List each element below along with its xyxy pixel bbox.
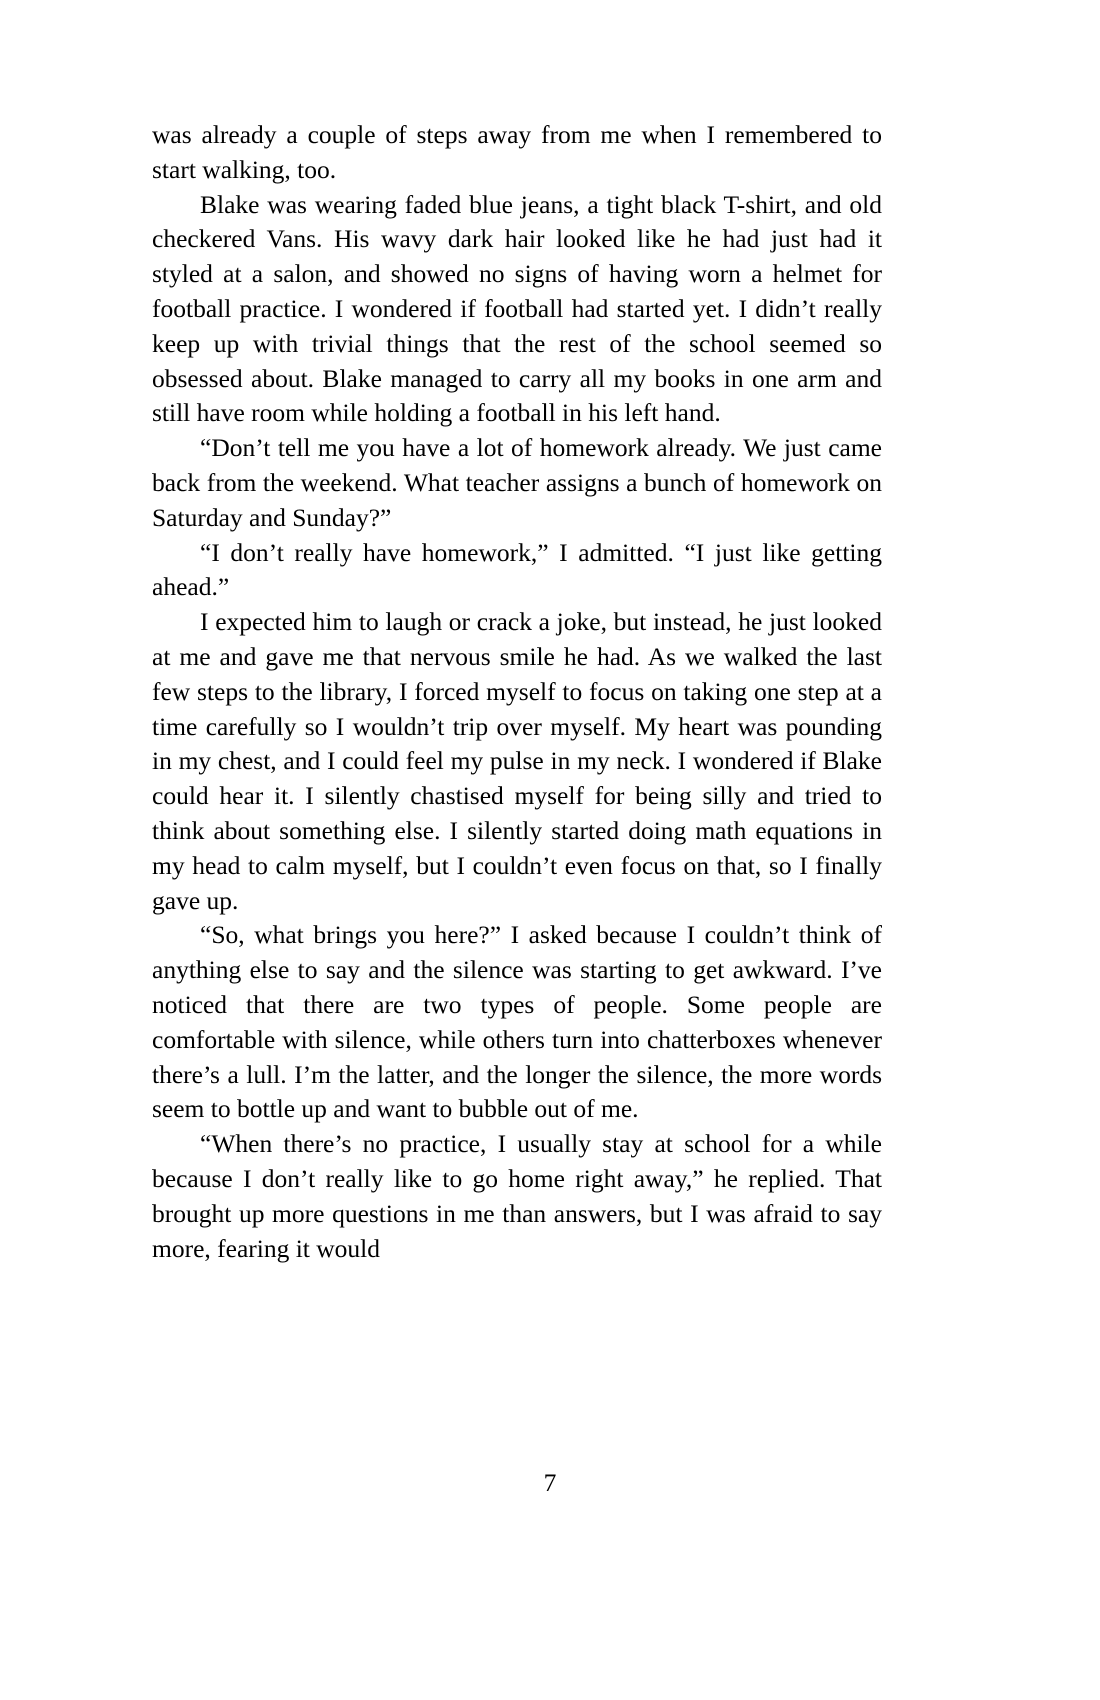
paragraph-continuation: was already a couple of steps away from me when I remembered to start walking, too. bbox=[152, 120, 882, 184]
paragraph-dialogue-homework: “Don’t tell me you have a lot of homework already. We just came back from the weekend. What teacher assigns a bunch of homework on Saturday and Sunday?” bbox=[152, 433, 882, 532]
page-number: 7 bbox=[543, 1468, 557, 1497]
paragraph-expected-laugh: I expected him to laugh or crack a joke, but instead, he just looked at me and gave me that nervous smile he had. As we walked the last few steps to the library, I forced myself to focus on taking one step at a time carefully so I wouldn’t trip over myself. My heart was pounding in my chest, and I could feel my pulse in my neck. I wondered if Blake could hear it. I silently chastised myself for being silly and tried to think about something else. I silently started doing math equations in my head to calm myself, but I couldn’t even focus on that, so I finally gave up. bbox=[152, 607, 882, 915]
paragraph-blake-description: Blake was wearing faded blue jeans, a tight black T-shirt, and old checkered Vans. His wavy dark hair looked like he had just had it styled at a salon, and showed no signs of having worn a helmet for football practice. I wondered if football had started yet. I didn’t really keep up with trivial things that the rest of the school seemed so obsessed about. Blake managed to carry all my books in one arm and still have room while holding a football in his left hand. bbox=[152, 189, 882, 428]
paragraph-dialogue-admitted: “I don’t really have homework,” I admitted. “I just like getting ahead.” bbox=[152, 537, 882, 602]
paragraph-dialogue-no-practice: “When there’s no practice, I usually stay at school for a while because I don’t really like to go home right away,” he replied. That brought up more questions in me than answers, but I was afraid to say more, fearing it would bbox=[152, 1129, 882, 1263]
page-body-text bbox=[152, 118, 882, 1266]
paragraph-dialogue-brings-you-here: “So, what brings you here?” I asked because I couldn’t think of anything else to say and the silence was starting to get awkward. I’ve noticed that there are two types of people. Some people are comfortable with silence, while others turn into chatterboxes whenever there’s a lull. I’m the latter, and the longer the silence, the more words seem to bottle up and want to bubble out of me. bbox=[152, 920, 882, 1124]
